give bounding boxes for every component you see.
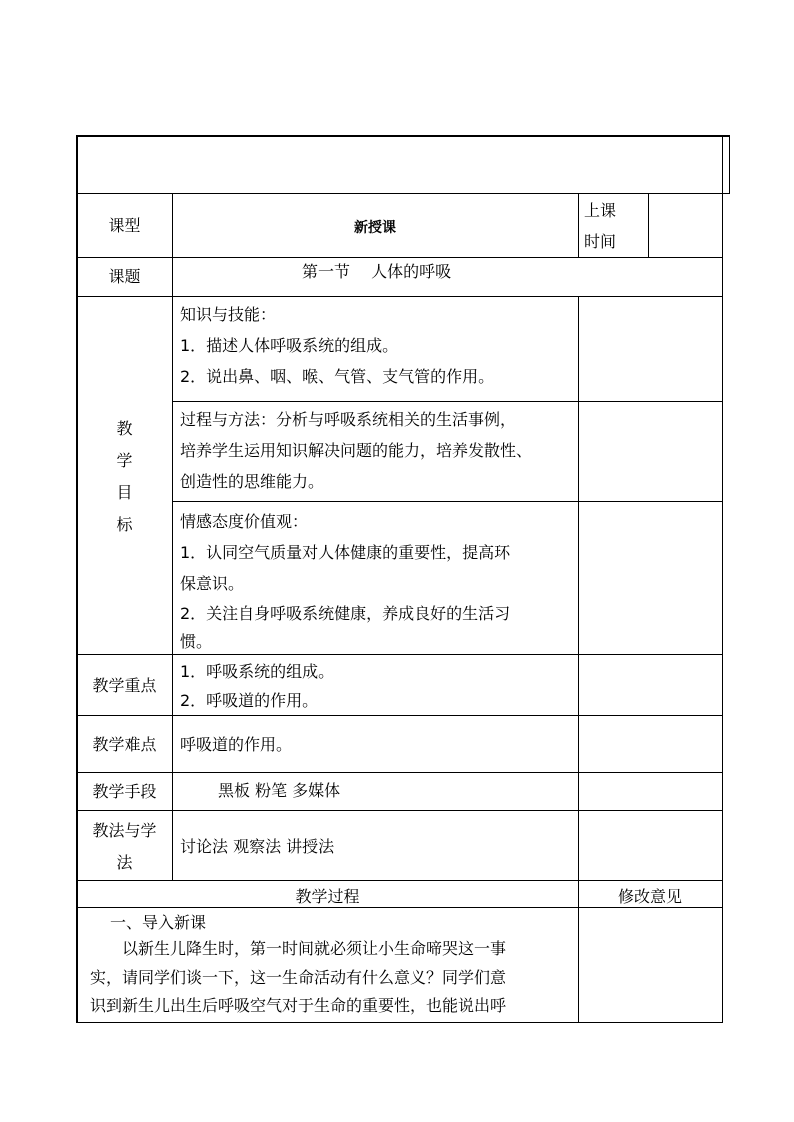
class-time-label-2: 时间 <box>584 232 617 251</box>
topic-label: 课题 <box>108 267 141 286</box>
objectives-label-char-1: 教 <box>116 419 133 438</box>
row-line-obj-2 <box>172 501 723 502</box>
remark-column-line-lower <box>578 296 579 1023</box>
type-value: 新授课 <box>354 220 396 236</box>
row-line-7 <box>77 810 723 811</box>
attitude-item-2b: 惯。 <box>180 632 213 651</box>
table-top-border <box>77 135 730 137</box>
row-line-8 <box>77 880 723 881</box>
remark-column-line <box>578 193 579 258</box>
revision-opinion-header: 修改意见 <box>617 887 682 906</box>
means-label: 教学手段 <box>92 782 157 801</box>
means-value: 黑板 粉笔 多媒体 <box>218 781 341 800</box>
row-line-4 <box>77 654 723 655</box>
attitude-item-2a: 2．关注自身呼吸系统健康，养成良好的生活习 <box>180 604 511 623</box>
label-column-line <box>172 193 173 880</box>
key-points-item-1: 1．呼吸系统的组成。 <box>180 662 335 681</box>
knowledge-title: 知识与技能： <box>180 305 277 324</box>
attitude-item-1a: 1．认同空气质量对人体健康的重要性，提高环 <box>180 543 511 562</box>
key-points-label: 教学重点 <box>92 676 157 695</box>
time-value-line <box>648 193 649 258</box>
table-right-border <box>722 135 723 1023</box>
intro-line-3: 识到新生儿出生后呼吸空气对于生命的重要性，也能说出呼 <box>90 996 507 1015</box>
teaching-process-header: 教学过程 <box>295 887 360 906</box>
attitude-item-1b: 保意识。 <box>180 574 245 593</box>
difficulty-value: 呼吸道的作用。 <box>180 735 293 754</box>
topic-value: 第一节 人体的呼吸 <box>302 262 452 281</box>
objectives-label-char-2: 学 <box>116 451 133 470</box>
row-line-6 <box>77 772 723 773</box>
process-line-2: 培养学生运用知识解决问题的能力，培养发散性、 <box>180 441 533 460</box>
intro-line-1: 以新生儿降生时，第一时间就必须让小生命啼哭这一事 <box>122 939 507 958</box>
methods-label-1: 教法与学 <box>92 821 157 840</box>
difficulty-label: 教学难点 <box>92 735 157 754</box>
knowledge-item-1: 1．描述人体呼吸系统的组成。 <box>180 336 399 355</box>
objectives-label-char-3: 目 <box>116 483 133 502</box>
class-time-label-1: 上课 <box>584 201 617 220</box>
intro-title: 一、导入新课 <box>110 913 207 932</box>
type-label: 课型 <box>108 216 141 235</box>
objectives-label-char-4: 标 <box>116 515 133 534</box>
methods-label-2: 法 <box>116 853 133 872</box>
attitude-title: 情感态度价值观： <box>180 512 309 531</box>
methods-value: 讨论法 观察法 讲授法 <box>180 837 335 856</box>
key-points-item-2: 2．呼吸道的作用。 <box>180 691 319 710</box>
intro-line-2: 实，请同学们谈一下，这一生命活动有什么意义？同学们意 <box>90 968 507 987</box>
row-line-5 <box>77 715 723 716</box>
process-line-3: 创造性的思维能力。 <box>180 472 325 491</box>
process-line-1: 过程与方法：分析与呼吸系统相关的生活事例， <box>180 410 517 429</box>
row-line-1 <box>77 193 730 194</box>
table-bottom-border <box>77 1022 723 1023</box>
outer-right-stub <box>729 135 730 193</box>
knowledge-item-2: 2．说出鼻、咽、喉、气管、支气管的作用。 <box>180 367 495 386</box>
row-line-3 <box>77 296 723 297</box>
row-line-obj-1 <box>172 401 723 402</box>
